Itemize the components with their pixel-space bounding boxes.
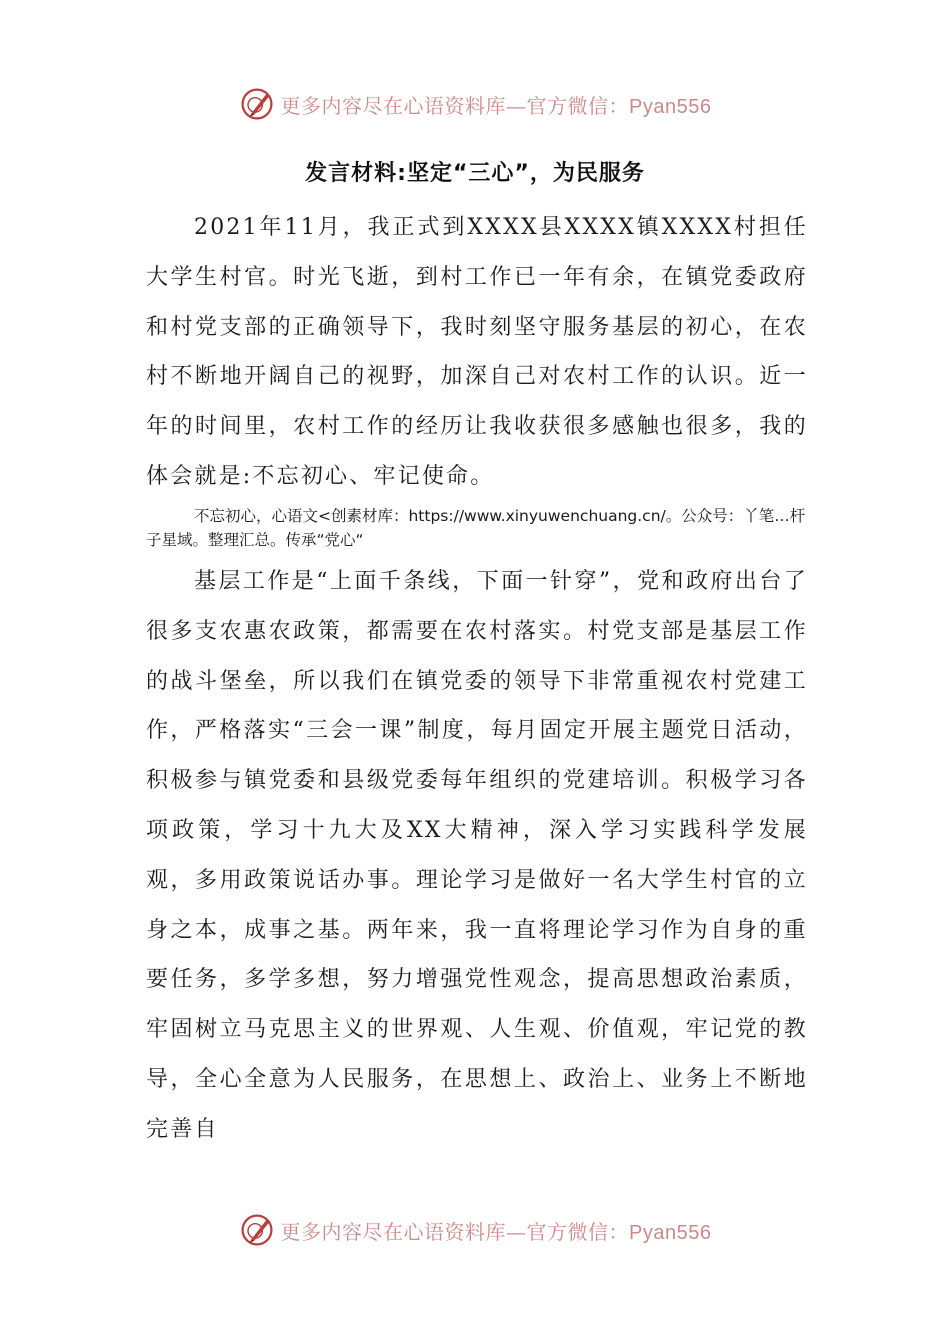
pen-logo-icon bbox=[239, 1212, 275, 1248]
paragraph-1: 2021年11月，我正式到XXXX县XXXX镇XXXX村担任大学生村官。时光飞逝，到村工作已一年有余，在镇党委政府和村党支部的正确领导下，我时刻坚守服务基层的初心，在农村不断地开阔自己的视野，加深自己对农村工作的认识。近一年的时间里，农村工作的经历让我收获很多感触也很多，我的体会就是:不忘初心、牢记使命。 bbox=[146, 215, 808, 489]
header-banner bbox=[0, 82, 950, 126]
document-title: 发言材料:坚定“三心”，为民服务 bbox=[305, 161, 645, 186]
banner-text: 更多内容尽在心语资料库—官方微信：Pyan556 bbox=[280, 1219, 712, 1244]
source-note: 不忘初心，心语文<创素材库：https://www.xinyuwenchuang.cn/。公众号：丫笔…杆子星域。整理汇总。传承“党心“ bbox=[146, 507, 806, 549]
footer-banner bbox=[0, 1208, 950, 1252]
wechat-id: Pyan556 bbox=[629, 1221, 712, 1244]
banner-text: 更多内容尽在心语资料库—官方微信：Pyan556 bbox=[280, 93, 712, 118]
paragraph-2: 基层工作是“上面千条线，下面一针穿”，党和政府出台了很多支农惠农政策，都需要在农村落实。村党支部是基层工作的战斗堡垒，所以我们在镇党委的领导下非常重视农村党建工作，严格落实“三会一课”制度，每月固定开展主题党日活动，积极参与镇党委和县级党委每年组织的党建培训。积极学习各项政策，学习十九大及XX大精神，深入学习实践科学发展观，多用政策说话办事。理论学习是做好一名大学生村官的立身之本，成事之基。两年来，我一直将理论学习作为自身的重要任务，多学多想，努力增强党性观念，提高思想政治素质，牢固树立马克思主义的世界观、人生观、价值观，牢记党的教导，全心全意为人民服务，在思想上、政治上、业务上不断地完善自 bbox=[146, 569, 808, 1142]
pen-logo-icon bbox=[239, 86, 275, 122]
wechat-id: Pyan556 bbox=[629, 95, 712, 118]
